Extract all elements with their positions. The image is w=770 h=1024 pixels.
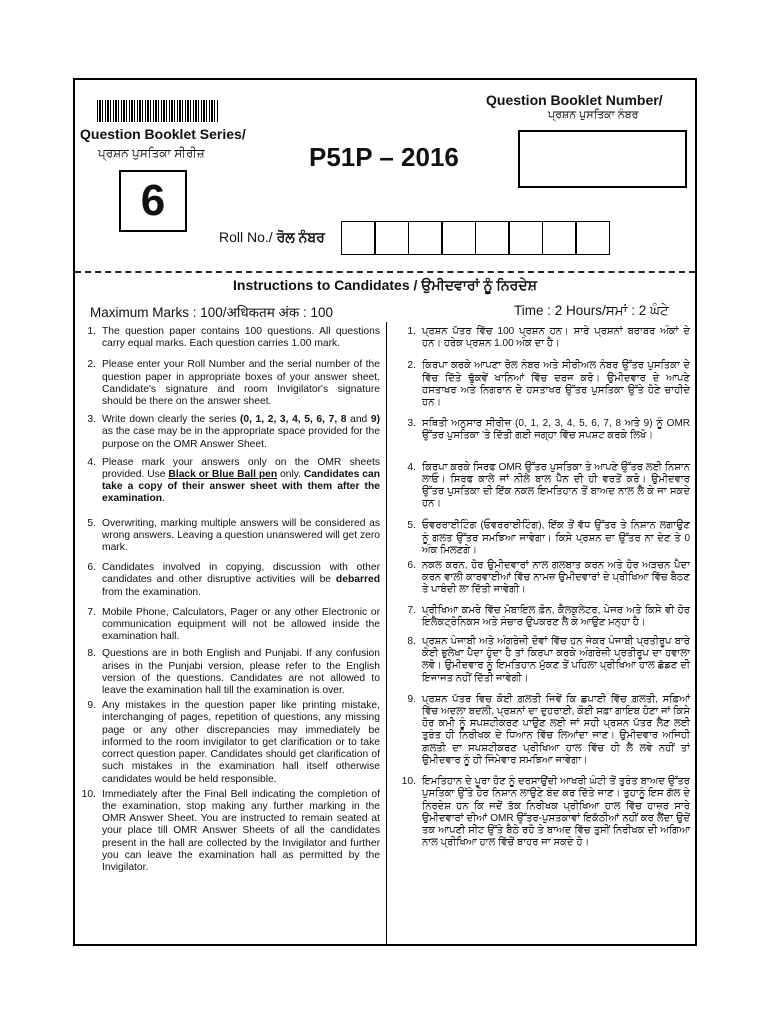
- instructions-title: Instructions to Candidates / ਉਮੀਦਵਾਰਾਂ ਨੂੰ ਨਿਰਦੇਸ਼: [233, 277, 537, 293]
- instruction-item-pa: 6. ਨਕਲ ਕਰਨ, ਹੋਰ ਉਮੀਦਵਾਰਾਂ ਨਾਲ ਗਲਬਾਤ ਕਰਨ ਅਤੇ ਹੋਰ ਅੜਚਨ ਪੈਦਾ ਕਰਨ ਵਾਲੀ ਕਾਰਵਾਈਆਂ ਵਿੱਚ ਨਾਮਜ਼ ਉਮੀਦਵਾਰਾਂ ਦੇ ਪ੍ਰੀਖਿਆ ਵਿੱਚ ਬੈਠਣ ਤੇ ਪਾਬੰਦੀ ਲਾ ਦਿੱਤੀ ਜਾਵੇਗੀ।: [407, 560, 690, 596]
- instruction-item: 6. Candidates involved in copying, discussion with other candidates and other disruptive activities will be debarred from the examination.: [87, 562, 380, 598]
- instruction-item-pa: 8. ਪ੍ਰਸ਼ਨ ਪੰਜਾਬੀ ਅਤੇ ਅੰਗਰੇਜ਼ੀ ਦੋਵਾਂ ਵਿੱਚ ਹਨ ਜੇਕਰ ਪੰਜਾਬੀ ਪ੍ਰਤੀਰੂਪ ਬਾਰੇ ਕੋਈ ਭੁਲੇਖਾ ਪੈਦਾ ਹੁੰਦਾ ਹੈ ਤਾਂ ਕਿਰਪਾ ਕਰਕੇ ਅੰਗਰੇਜ਼ੀ ਪ੍ਰਤੀਰੂਪ ਦਾ ਹਵਾਲਾ ਲਵੋ। ਉਮੀਦਵਾਰ ਨੂੰ ਇਮਤਿਹਾਨ ਮੁੱਕਣ ਤੋਂ ਪਹਿਲਾ ਪ੍ਰੀਖਿਆ ਹਾਲ ਛੱਡਣ ਦੀ ਇਜਾਜਤ ਨਹੀਂ ਦਿੱਤੀ ਜਾਵੇਗੀ।: [407, 636, 690, 684]
- booklet-series-box: [119, 170, 187, 232]
- booklet-series-label: Question Booklet Series/: [80, 126, 246, 142]
- roll-number-digit-box[interactable]: [374, 221, 409, 255]
- instruction-item-pa: 4. ਕਿਰਪਾ ਕਰਕੇ ਸਿਰਫ OMR ਉੱਤਰ ਪੁਸਤਿਕਾ ਤੇ ਆਪਣੇ ਉੱਤਰ ਲਈ ਨਿਸ਼ਾਨ ਲਾਓ। ਸਿਰਫ ਕਾਲੇ ਜਾਂ ਨੀਲੇ ਬਾਲ ਪੈੱਨ ਦੀ ਹੀ ਵਰਤੋਂ ਕਰੋ। ਉਮੀਦਵਾਰ ਉੱਤਰ ਪੁਸਤਿਕਾ ਦੀ ਇੱਕ ਨਕਲ ਇਮਤਿਹਾਨ ਤੋਂ ਬਾਅਦ ਨਾਲ ਲੈ ਕੇ ਜਾ ਸਕਦੇ ਹਨ।: [407, 461, 690, 510]
- roll-number-digit-box[interactable]: [508, 221, 543, 255]
- punjabi-instructions: [398, 326, 690, 849]
- barcode-image: [97, 100, 219, 122]
- roll-number-label: [219, 229, 325, 246]
- instruction-item: 5. Overwriting, marking multiple answers will be considered as wrong answers. Leaving a question unanswered will get zero mark.: [87, 517, 380, 554]
- instruction-item-pa: 5. ਓਵਰਰਾਈਟਿੰਗ (ਓਵਰਰਾਈਟਿੰਗ), ਇੱਕ ਤੋਂ ਵੱਧ ਉੱਤਰ ਤੇ ਨਿਸ਼ਾਨ ਲਗਾਉਣ ਨੂੰ ਗਲਤ ਉੱਤਰ ਸਮਝਿਆ ਜਾਵੇਗਾ। ਕਿਸੇ ਪ੍ਰਸ਼ਨ ਦਾ ਉੱਤਰ ਨਾ ਦੇਣ ਤੇ 0 ਅੰਕ ਮਿਲਣਗੇ।: [407, 520, 690, 556]
- maximum-marks: Maximum Marks : 100/अधिकतम अंक : 100: [90, 305, 333, 320]
- instruction-item: 2. Please enter your Roll Number and the serial number of the question paper in appropriate boxes of your answer sheet. Candidate's signature and room Invigilator's signature should be there on the answer sheet.: [87, 359, 380, 408]
- instruction-item: 9. Any mistakes in the question paper like printing mistake, interchanging of pages, repetition of questions, any missing page or any other discrepancies may immediately be informed to the room invigilator to get clarification or to take correct question paper. Candidates should get clarification of such mistakes in the examination hall itself otherwise candidates would be held responsible.: [87, 700, 380, 785]
- instruction-item-pa: 10. ਇਮਤਿਹਾਨ ਦੇ ਪੂਰਾ ਹੋਣ ਨੂੰ ਦਰਸਾਉਂਦੀ ਆਖਰੀ ਘੰਟੀ ਤੋਂ ਤੁਰੰਤ ਬਾਅਦ ਉੱਤਰ ਪੁਸਤਿਕਾ ਉੱਤੇ ਹੋਰ ਨਿਸ਼ਾਨ ਲਾਉਣੇ ਬੰਦ ਕਰ ਦਿੱਤੇ ਜਾਣ। ਤੁਹਾਨੂੰ ਇਸ ਗੱਲ ਦੇ ਨਿਰਦੇਸ਼ ਹਨ ਕਿ ਜਦੋਂ ਤੱਕ ਨਿਰੀਖਕ ਪ੍ਰੀਖਿਆ ਹਾਲ ਵਿੱਚ ਹਾਜ਼ਰ ਸਾਰੇ ਉਮੀਦਵਾਰਾਂ ਦੀਆਂ OMR ਉੱਤਰ-ਪੁਸਤਕਾਵਾਂ ਇਕੱਠੀਆਂ ਨਹੀਂ ਕਰ ਲੈਂਦਾ ਉਦੋਂ ਤਕ ਆਪਣੀ ਸੀਟ ਉੱਤੇ ਬੈਠੇ ਰਹੋ ਤੇ ਬਾਅਦ ਵਿੱਚ ਤੁਸੀਂ ਨਿਰੀਖਕ ਦੀ ਅਗਿਆ ਨਾਲ ਪ੍ਰੀਖਿਆ ਹਾਲ ਵਿੱਚੋਂ ਬਾਹਰ ਜਾ ਸਕਦੇ ਹੋ।: [401, 776, 690, 849]
- booklet-series-label-punjabi: ਪ੍ਰਸ਼ਨ ਪੁਸਤਿਕਾ ਸੀਰੀਜ਼: [98, 146, 205, 160]
- roll-label-pa: ਰੋਲ ਨੰਬਰ: [276, 229, 325, 245]
- booklet-number-label: Question Booklet Number/: [486, 92, 663, 108]
- booklet-number-box[interactable]: [518, 130, 687, 188]
- instruction-item: 7. Mobile Phone, Calculators, Pager or any other Electronic or communication equipment will not be allowed inside the examination hall.: [87, 606, 380, 643]
- paper-code: P51P – 2016: [309, 142, 459, 172]
- roll-number-digit-box[interactable]: [575, 221, 610, 255]
- roll-number-digit-box[interactable]: [441, 221, 476, 255]
- roll-label-en: Roll No./: [219, 229, 277, 245]
- instruction-item-pa: 7. ਪ੍ਰੀਖਿਆ ਕਮਰੇ ਵਿੱਚ ਮੋਬਾਇਲ ਫ਼ੋਨ, ਕੈਲਕੁਲੇਟਰ, ਪੇਜਰ ਅਤੇ ਕਿਸੇ ਵੀ ਹੋਰ ਇਲੈਕਟ੍ਰੋਨਿਕਸ ਅਤੇ ਸੰਚਾਰ ਉਪਕਰਣ ਲੈ ਕੇ ਆਉਣ ਮਨ੍ਹਾ ਹੈ।: [407, 604, 690, 628]
- booklet-series-value: 6: [140, 176, 166, 225]
- instruction-item-pa: 2. ਕਿਰਪਾ ਕਰਕੇ ਆਪਣਾ ਰੋਲ ਨੰਬਰ ਅਤੇ ਸੀਰੀਅਲ ਨੰਬਰ ਉੱਤਰ ਪੁਸਤਿਕਾ ਦੇ ਵਿੱਚ ਦਿੱਤੇ ਢੁੱਕਵੇਂ ਖਾਨਿਆਂ ਵਿੱਚ ਦਰਜ ਕਰੋ। ਉਮੀਦਵਾਰ ਦੇ ਆਪਣੇ ਹਸਤਾਖਰ ਅਤੇ ਨਿਗਰਾਨ ਦੇ ਹਸਤਾਖਰ ਉੱਤਰ ਪੁਸਤਿਕਾ ਉੱਤੇ ਹੋਣੇ ਚਾਹੀਦੇ ਹਨ।: [407, 360, 690, 409]
- roll-number-digit-box[interactable]: [341, 221, 376, 255]
- roll-number-digit-box[interactable]: [542, 221, 577, 255]
- instruction-item: 3. Write down clearly the series (0, 1, 2, 3, 4, 5, 6, 7, 8 and 9) as the case may be in the appropriate space provided for the purpose on the OMR Answer Sheet.: [87, 414, 381, 450]
- instruction-item: 1. The question paper contains 100 questions. All questions carry equal marks. Each question carries 1.00 mark.: [87, 326, 380, 350]
- instruction-item-pa: 3. ਸਥਿਤੀ ਅਨੁਸਾਰ ਸੀਰੀਜ਼ (0, 1, 2, 3, 4, 5, 6, 7, 8 ਅਤੇ 9) ਨੂੰ OMR ਉੱਤਰ ਪੁਸਤਿਕਾ 'ਤੇ ਦਿੱਤੀ ਗਈ ਜਗ੍ਹਾ ਵਿੱਚ ਸਪਸ਼ਟ ਕਰਕੇ ਲਿਖੋ।: [407, 418, 690, 442]
- booklet-number-label-punjabi: ਪ੍ਰਸ਼ਨ ਪੁਸਤਿਕਾ ਨੰਬਰ: [548, 109, 639, 121]
- instruction-item: 4. Please mark your answers only on the OMR sheets provided. Use Black or Blue Ball pen only. Candidates can take a copy of their answer sheet with them after the examination.: [87, 456, 380, 505]
- english-instructions: [80, 326, 380, 874]
- dashed-divider: [75, 271, 695, 273]
- roll-number-digit-box[interactable]: [475, 221, 510, 255]
- exam-time: Time : 2 Hours/ਸਮਾਂ : 2 ਘੰਟੇ: [514, 303, 669, 318]
- instruction-item: 10. Immediately after the Final Bell indicating the completion of the examination, stop making any further marking in the OMR Answer Sheet. You are instructed to remain seated at your place till OMR Answer Sheets of all the candidates present in the hall are collected by the Invigilator and further you can leave the examination hall as permitted by the Invigilator.: [81, 788, 380, 873]
- roll-number-digit-box[interactable]: [408, 221, 443, 255]
- instruction-item-pa: 1. ਪ੍ਰਸ਼ਨ ਪੱਤਰ ਵਿੱਚ 100 ਪ੍ਰਸ਼ਨ ਹਨ। ਸਾਰੇ ਪ੍ਰਸ਼ਨਾਂ ਬਰਾਬਰ ਅੰਕਾਂ ਦੇ ਹਨ। ਹਰੇਕ ਪ੍ਰਸ਼ਨ 1.00 ਅੰਕ ਦਾ ਹੈ।: [407, 326, 690, 350]
- instruction-item-pa: 9. ਪ੍ਰਸ਼ਨ ਪੱਤਰ ਵਿਚ ਕੋਈ ਗ਼ਲਤੀ ਜਿਵੇਂ ਕਿ ਛਪਾਈ ਵਿੱਚ ਗ਼ਲਤੀ, ਸਫ਼ਿਆਂ ਵਿੱਚ ਅਦਲਾ ਬਦਲੀ, ਪ੍ਰਸ਼ਨਾਂ ਦਾ ਦੁਹਰਾਈ, ਕੋਈ ਸਫ਼ਾ ਗਾਇਬ ਹੋਣਾ ਜਾਂ ਕਿਸੇ ਹੋਰ ਕਮੀ ਨੂੰ ਸਪਸ਼ਟੀਕਰਣ ਪਾਉਣ ਲਈ ਜਾਂ ਸਹੀ ਪ੍ਰਸ਼ਨ ਪੱਤਰ ਲੈਣ ਲਈ ਤੁਰੰਤ ਹੀ ਨਿਰੀਖਕ ਦੇ ਧਿਆਨ ਵਿੱਚ ਲਿਆਂਦਾ ਜਾਣ। ਉਮੀਦਵਾਰ ਅਜਿਹੀ ਗ਼ਲਤੀ ਦਾ ਸਪਸ਼ਟੀਕਰਣ ਪ੍ਰੀਖਿਆ ਹਾਲ ਵਿੱਚ ਹੀ ਲੈ ਲਵੇ ਨਹੀਂ ਤਾਂ ਉਮੀਦਵਾਰ ਨੂੰ ਹੀ ਜਿੰਮੇਵਾਰ ਸਮਝਿਆ ਜਾਵੇਗਾ।: [407, 693, 690, 766]
- roll-number-boxes: [342, 221, 610, 255]
- instruction-item: 8. Questions are in both English and Punjabi. If any confusion arises in the Punjabi version, please refer to the English version of the questions. Candidates are not allowed to leave the examination hall till the examination is over.: [87, 648, 380, 697]
- column-divider: [386, 322, 387, 944]
